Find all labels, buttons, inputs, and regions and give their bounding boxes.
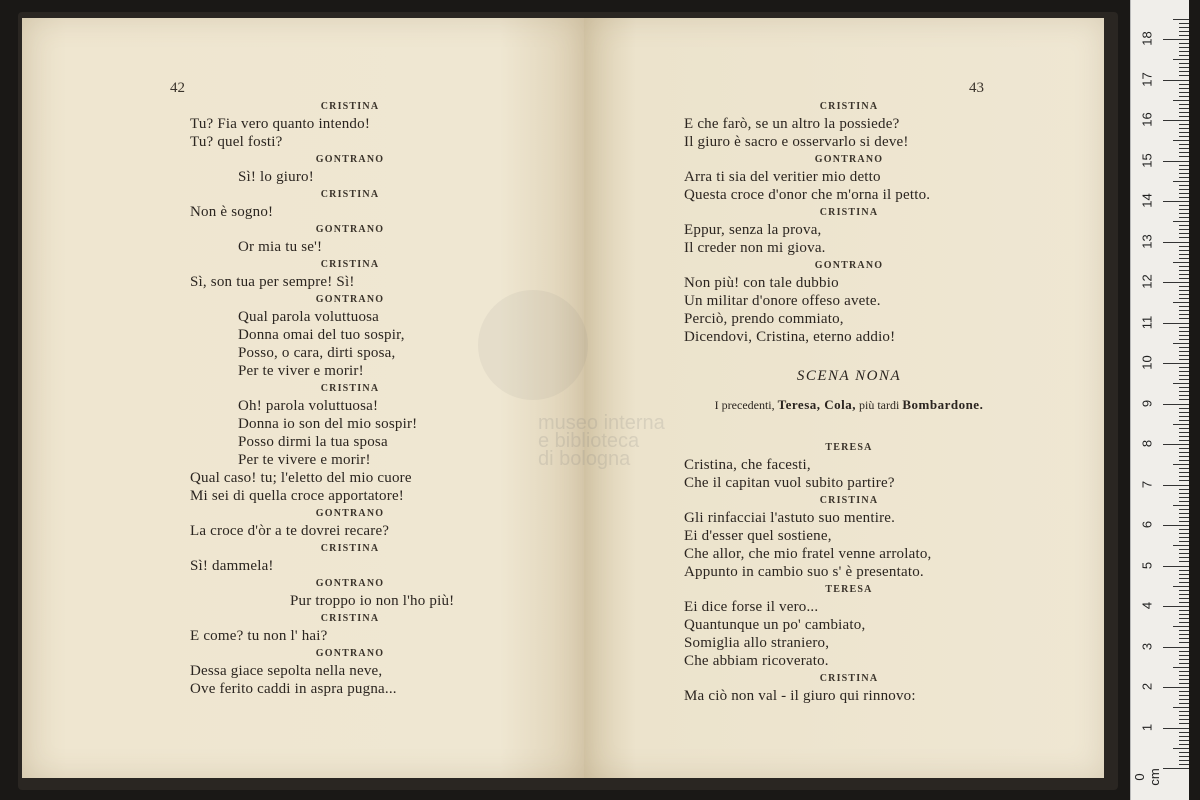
- ruler-tick: [1179, 557, 1189, 558]
- ruler-tick: [1179, 432, 1189, 433]
- verse-line: Non più! con tale dubbio: [684, 275, 839, 291]
- verse-line: Sì! lo giuro!: [238, 169, 314, 185]
- ruler-number: 13: [1139, 233, 1155, 249]
- ruler-tick: [1163, 687, 1189, 688]
- verse-line: Tu? Fia vero quanto intendo!: [190, 116, 371, 132]
- ruler-tick: [1179, 723, 1189, 724]
- speaker-name: CRISTINA: [320, 543, 380, 554]
- ruler-number: 7: [1139, 480, 1155, 488]
- ruler-tick: [1179, 679, 1189, 680]
- stage-direction: [684, 397, 1014, 413]
- ruler-tick: [1173, 626, 1189, 627]
- left-page: [22, 18, 585, 778]
- verse-line: Ei d'esser quel sostiene,: [684, 528, 832, 544]
- verse-line: Posso, o cara, dirti sposa,: [238, 345, 396, 361]
- speaker-name: CRISTINA: [320, 189, 380, 200]
- ruler-tick: [1179, 614, 1189, 615]
- ruler-tick: [1173, 464, 1189, 465]
- ruler-tick: [1179, 205, 1189, 206]
- ruler-tick: [1179, 286, 1189, 287]
- ruler-tick: [1179, 638, 1189, 639]
- right-page: [584, 18, 1104, 778]
- verse-line: Qual parola voluttuosa: [238, 309, 380, 325]
- verse-line: Perciò, prendo commiato,: [684, 311, 844, 327]
- speaker-name: CRISTINA: [320, 259, 380, 270]
- verse-line: Che il capitan vuol subito partire?: [684, 475, 895, 491]
- ruler-tick: [1179, 634, 1189, 635]
- ruler-tick: [1173, 140, 1189, 141]
- ruler-tick: [1173, 59, 1189, 60]
- ruler-tick: [1179, 695, 1189, 696]
- ruler-tick: [1179, 116, 1189, 117]
- verse-line: Cristina, che facesti,: [684, 457, 811, 473]
- ruler-tick: [1179, 229, 1189, 230]
- ruler-tick: [1179, 578, 1189, 579]
- ruler-tick: [1179, 246, 1189, 247]
- ruler-tick: [1173, 302, 1189, 303]
- ruler-tick: [1163, 768, 1189, 769]
- ruler-number: 6: [1139, 520, 1155, 529]
- ruler-tick: [1179, 732, 1189, 733]
- ruler-tick: [1163, 201, 1189, 202]
- verse-line: Per te viver e morir!: [238, 363, 364, 379]
- ruler-tick: [1179, 148, 1189, 149]
- ruler-tick: [1173, 748, 1189, 749]
- measuring-ruler: [1130, 0, 1189, 800]
- ruler-tick: [1179, 177, 1189, 178]
- ruler-tick: [1173, 100, 1189, 101]
- ruler-number: 17: [1139, 71, 1155, 87]
- ruler-tick: [1179, 480, 1189, 481]
- ruler-tick: [1179, 703, 1189, 704]
- ruler-number: 9: [1139, 399, 1155, 407]
- verse-line: Oh! parola voluttuosa!: [238, 398, 379, 414]
- ruler-tick: [1179, 339, 1189, 340]
- verse-line: Gli rinfacciai l'astuto suo mentire.: [684, 510, 896, 526]
- ruler-tick: [1179, 719, 1189, 720]
- ruler-tick: [1163, 39, 1189, 40]
- ruler-tick: [1179, 659, 1189, 660]
- verse-line: Ove ferito caddi in aspra pugna...: [190, 681, 397, 697]
- ruler-tick: [1163, 404, 1189, 405]
- ruler-tick: [1179, 602, 1189, 603]
- ruler-tick: [1179, 237, 1189, 238]
- ruler-tick: [1179, 379, 1189, 380]
- page-number-left: 42: [170, 80, 185, 96]
- verse-line: Che allor, che mio fratel venne arrolato,: [684, 546, 932, 562]
- verse-line: Or mia tu se'!: [238, 239, 323, 255]
- verse-line: Ei dice forse il vero...: [684, 599, 819, 615]
- ruler-tick: [1179, 630, 1189, 631]
- ruler-tick: [1179, 428, 1189, 429]
- ruler-tick: [1179, 47, 1189, 48]
- ruler-tick: [1179, 258, 1189, 259]
- ruler-tick: [1179, 31, 1189, 32]
- ruler-tick: [1179, 691, 1189, 692]
- ruler-tick: [1179, 460, 1189, 461]
- ruler-tick: [1173, 707, 1189, 708]
- ruler-tick: [1179, 128, 1189, 129]
- ruler-tick: [1179, 63, 1189, 64]
- ruler-tick: [1179, 318, 1189, 319]
- ruler-tick: [1179, 436, 1189, 437]
- ruler-tick: [1179, 541, 1189, 542]
- ruler-tick: [1179, 537, 1189, 538]
- ruler-number: 14: [1139, 193, 1155, 208]
- ruler-tick: [1179, 529, 1189, 530]
- ruler-tick: [1179, 96, 1189, 97]
- stage-prefix: I precedenti,: [714, 398, 775, 412]
- ruler-tick: [1179, 351, 1189, 352]
- verse-line: Donna io son del mio sospir!: [238, 416, 418, 432]
- ruler-tick: [1179, 501, 1189, 502]
- ruler-tick: [1179, 169, 1189, 170]
- verse-line: Donna omai del tuo sospir,: [238, 327, 405, 343]
- ruler-tick: [1179, 359, 1189, 360]
- ruler-tick: [1163, 606, 1189, 607]
- ruler-number: 10: [1139, 355, 1155, 370]
- ruler-tick: [1179, 290, 1189, 291]
- ruler-tick: [1163, 485, 1189, 486]
- ruler-tick: [1179, 55, 1189, 56]
- ruler-tick: [1179, 408, 1189, 409]
- ruler-tick: [1179, 225, 1189, 226]
- right-dialogue-top: [684, 98, 1014, 346]
- ruler-tick: [1179, 136, 1189, 137]
- ruler-tick: [1179, 663, 1189, 664]
- ruler-number: 12: [1139, 274, 1155, 289]
- ruler-tick: [1179, 104, 1189, 105]
- ruler-tick: [1179, 489, 1189, 490]
- speaker-name: CRISTINA: [320, 383, 380, 394]
- verse-line: Che abbiam ricoverato.: [684, 653, 829, 669]
- ruler-tick: [1179, 420, 1189, 421]
- speaker-name: GONTRANO: [315, 648, 385, 659]
- ruler-tick: [1163, 647, 1189, 648]
- ruler-number: 8: [1139, 439, 1155, 448]
- speaker-name: CRISTINA: [819, 495, 879, 506]
- stage-last: Bombardone.: [902, 397, 984, 412]
- speaker-name: GONTRANO: [814, 260, 884, 271]
- verse-line: Il creder non mi giova.: [684, 240, 826, 256]
- ruler-number: 5: [1139, 561, 1155, 569]
- ruler-tick: [1179, 594, 1189, 595]
- speaker-name: CRISTINA: [320, 613, 380, 624]
- ruler-tick: [1179, 440, 1189, 441]
- ruler-number: 16: [1139, 112, 1155, 127]
- ruler-tick: [1179, 574, 1189, 575]
- ruler-tick: [1179, 108, 1189, 109]
- verse-line: Per te vivere e morir!: [238, 452, 371, 468]
- ruler-tick: [1179, 517, 1189, 518]
- ruler-tick: [1179, 412, 1189, 413]
- ruler-tick: [1179, 156, 1189, 157]
- speaker-name: CRISTINA: [819, 207, 879, 218]
- verse-line: Pur troppo io non l'ho più!: [290, 593, 455, 609]
- ruler-tick: [1173, 19, 1189, 20]
- ruler-tick: [1179, 347, 1189, 348]
- ruler-tick: [1179, 71, 1189, 72]
- ruler-tick: [1179, 375, 1189, 376]
- ruler-tick: [1179, 298, 1189, 299]
- speaker-name: GONTRANO: [315, 508, 385, 519]
- left-page-text: [190, 98, 510, 698]
- ruler-tick: [1179, 213, 1189, 214]
- speaker-name: GONTRANO: [315, 154, 385, 165]
- ruler-tick: [1179, 549, 1189, 550]
- ruler-tick: [1179, 27, 1189, 28]
- speaker-name: CRISTINA: [819, 101, 879, 112]
- ruler-tick: [1179, 132, 1189, 133]
- ruler-tick: [1179, 250, 1189, 251]
- verse-line: Dessa giace sepolta nella neve,: [190, 663, 383, 679]
- ruler-number: 3: [1139, 642, 1155, 650]
- ruler-tick: [1179, 671, 1189, 672]
- verse-line: Posso dirmi la tua sposa: [238, 434, 388, 450]
- ruler-tick: [1163, 242, 1189, 243]
- speaker-name: GONTRANO: [315, 578, 385, 589]
- ruler-tick: [1173, 545, 1189, 546]
- ruler-tick: [1179, 610, 1189, 611]
- ruler-tick: [1179, 711, 1189, 712]
- verse-line: La croce d'òr a te dovrei recare?: [190, 523, 390, 539]
- ruler-tick: [1179, 355, 1189, 356]
- ruler-tick: [1179, 513, 1189, 514]
- verse-line: Qual caso! tu; l'eletto del mio cuore: [190, 470, 412, 486]
- verse-line: Eppur, senza la prova,: [684, 222, 822, 238]
- ruler-tick: [1179, 744, 1189, 745]
- speaker-name: TERESA: [825, 442, 873, 453]
- ruler-tick: [1163, 323, 1189, 324]
- speaker-name: TERESA: [825, 584, 873, 595]
- ruler-tick: [1173, 424, 1189, 425]
- ruler-tick: [1179, 598, 1189, 599]
- ruler-tick: [1179, 165, 1189, 166]
- verse-line: Dicendovi, Cristina, eterno addio!: [684, 329, 896, 345]
- verse-line: Un militar d'onore offeso avete.: [684, 293, 881, 309]
- ruler-tick: [1179, 254, 1189, 255]
- verse-line: Questa croce d'onor che m'orna il petto.: [684, 187, 931, 203]
- ruler-tick: [1179, 387, 1189, 388]
- verse-line: Il giuro è sacro e osservarlo si deve!: [684, 134, 909, 150]
- ruler-tick: [1179, 651, 1189, 652]
- ruler-tick: [1163, 161, 1189, 162]
- ruler-tick: [1179, 173, 1189, 174]
- ruler-tick: [1179, 310, 1189, 311]
- ruler-tick: [1179, 399, 1189, 400]
- ruler-number: 15: [1139, 152, 1155, 168]
- ruler-tick: [1179, 699, 1189, 700]
- ruler-tick: [1179, 306, 1189, 307]
- ruler-tick: [1179, 764, 1189, 765]
- ruler-tick: [1163, 444, 1189, 445]
- verse-line: Tu? quel fosti?: [190, 134, 283, 150]
- ruler-tick: [1179, 294, 1189, 295]
- ruler-tick: [1173, 221, 1189, 222]
- ruler-tick: [1163, 120, 1189, 121]
- ruler-unit-label: 0 cm: [1132, 768, 1162, 786]
- verse-line: E che farò, se un altro la possiede?: [684, 116, 900, 132]
- ruler-tick: [1173, 181, 1189, 182]
- ruler-tick: [1179, 622, 1189, 623]
- ruler-tick: [1179, 760, 1189, 761]
- ruler-tick: [1179, 395, 1189, 396]
- ruler-tick: [1179, 270, 1189, 271]
- ruler-tick: [1179, 756, 1189, 757]
- stage-names: Teresa, Cola,: [777, 397, 857, 412]
- ruler-tick: [1179, 752, 1189, 753]
- ruler-tick: [1179, 391, 1189, 392]
- page-number-right: 43: [969, 80, 984, 96]
- ruler-tick: [1179, 193, 1189, 194]
- ruler-tick: [1179, 371, 1189, 372]
- ruler-tick: [1179, 655, 1189, 656]
- ruler-tick: [1179, 266, 1189, 267]
- ruler-tick: [1179, 209, 1189, 210]
- ruler-tick: [1179, 715, 1189, 716]
- ruler-number: 18: [1139, 31, 1155, 46]
- speaker-name: GONTRANO: [315, 224, 385, 235]
- ruler-tick: [1179, 448, 1189, 449]
- ruler-tick: [1179, 43, 1189, 44]
- ruler-tick: [1179, 124, 1189, 125]
- ruler-tick: [1179, 335, 1189, 336]
- ruler-tick: [1179, 642, 1189, 643]
- ruler-tick: [1173, 586, 1189, 587]
- ruler-tick: [1179, 67, 1189, 68]
- ruler-tick: [1173, 505, 1189, 506]
- ruler-tick: [1179, 189, 1189, 190]
- ruler-tick: [1179, 561, 1189, 562]
- verse-line: Somiglia allo straniero,: [684, 635, 830, 651]
- right-page-text: [684, 98, 1014, 705]
- ruler-tick: [1163, 525, 1189, 526]
- ruler-tick: [1179, 274, 1189, 275]
- ruler-tick: [1173, 383, 1189, 384]
- ruler-tick: [1179, 472, 1189, 473]
- ruler-tick: [1179, 736, 1189, 737]
- ruler-tick: [1179, 582, 1189, 583]
- ruler-tick: [1163, 282, 1189, 283]
- speaker-name: GONTRANO: [814, 154, 884, 165]
- ruler-tick: [1179, 456, 1189, 457]
- ruler-tick: [1179, 590, 1189, 591]
- ruler-tick: [1179, 497, 1189, 498]
- ruler-tick: [1179, 493, 1189, 494]
- ruler-tick: [1179, 367, 1189, 368]
- verse-line: Quantunque un po' cambiato,: [684, 617, 866, 633]
- ruler-tick: [1179, 92, 1189, 93]
- ruler-tick: [1163, 728, 1189, 729]
- ruler-tick: [1179, 468, 1189, 469]
- verse-line: Sì! dammela!: [190, 558, 274, 574]
- speaker-name: CRISTINA: [819, 673, 879, 684]
- ruler-tick: [1179, 675, 1189, 676]
- verse-line: Sì, son tua per sempre! Sì!: [190, 274, 355, 290]
- ruler-tick: [1179, 683, 1189, 684]
- ruler-tick: [1173, 343, 1189, 344]
- ruler-tick: [1179, 452, 1189, 453]
- ruler-tick: [1179, 533, 1189, 534]
- verse-line: E come? tu non l' hai?: [190, 628, 328, 644]
- ruler-tick: [1179, 217, 1189, 218]
- scene-title: SCENA NONA: [796, 368, 902, 384]
- ruler-tick: [1179, 521, 1189, 522]
- verse-line: Non è sogno!: [190, 204, 274, 220]
- speaker-name: GONTRANO: [315, 294, 385, 305]
- ruler-tick: [1179, 185, 1189, 186]
- ruler-tick: [1179, 618, 1189, 619]
- stage-middle: più tardi: [859, 398, 900, 412]
- ruler-tick: [1179, 197, 1189, 198]
- ruler-tick: [1179, 416, 1189, 417]
- ruler-tick: [1179, 75, 1189, 76]
- ruler-tick: [1179, 553, 1189, 554]
- ruler-number: 4: [1139, 601, 1155, 610]
- ruler-tick: [1173, 262, 1189, 263]
- ruler-tick: [1179, 35, 1189, 36]
- ruler-tick: [1179, 314, 1189, 315]
- ruler-tick: [1163, 363, 1189, 364]
- ruler-number: 2: [1139, 682, 1155, 691]
- ruler-tick: [1179, 509, 1189, 510]
- ruler-tick: [1163, 566, 1189, 567]
- ruler-tick: [1179, 278, 1189, 279]
- ruler-tick: [1179, 476, 1189, 477]
- ruler-tick: [1179, 152, 1189, 153]
- ruler-tick: [1173, 667, 1189, 668]
- ruler-tick: [1179, 331, 1189, 332]
- ruler-tick: [1179, 144, 1189, 145]
- ruler-tick: [1179, 112, 1189, 113]
- ruler-tick: [1179, 88, 1189, 89]
- right-dialogue-bottom: [684, 439, 1014, 705]
- ruler-tick: [1179, 23, 1189, 24]
- ruler-tick: [1163, 80, 1189, 81]
- speaker-name: CRISTINA: [320, 101, 380, 112]
- ruler-tick: [1179, 233, 1189, 234]
- verse-line: Ma ciò non val - il giuro qui rinnovo:: [684, 688, 916, 704]
- verse-line: Mi sei di quella croce apportatore!: [190, 488, 404, 504]
- verse-line: Appunto in cambio suo s' è presentato.: [684, 564, 924, 580]
- ruler-tick: [1179, 51, 1189, 52]
- ruler-tick: [1179, 327, 1189, 328]
- ruler-tick: [1179, 740, 1189, 741]
- ruler-tick: [1179, 570, 1189, 571]
- verse-line: Arra ti sia del veritier mio detto: [684, 169, 881, 185]
- ruler-number: 1: [1139, 723, 1155, 731]
- ruler-tick: [1179, 84, 1189, 85]
- ruler-number: 11: [1139, 315, 1155, 329]
